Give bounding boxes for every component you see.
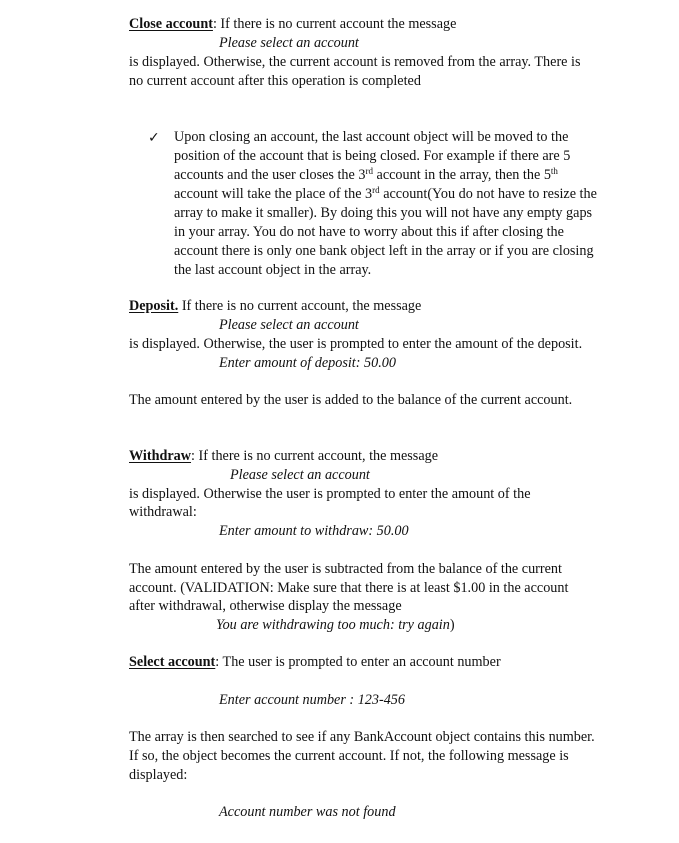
deposit-text-2: is displayed. Otherwise, the user is prompted to enter the amount of the deposit. xyxy=(129,336,583,352)
bullet-line-1: Upon closing an account, the last account object will be moved to the xyxy=(174,129,569,145)
close-account-heading: Close account xyxy=(129,16,213,32)
checkmark-icon: ✓ xyxy=(148,130,160,146)
close-account-text-3: no current account after this operation is completed xyxy=(129,73,421,89)
deposit-text: If there is no current account, the message xyxy=(178,298,422,314)
bullet-line-3-b: account in the array, then the 5 xyxy=(372,167,551,183)
withdraw-message: Please select an account xyxy=(230,467,370,483)
bullet-line-5: array to make it smaller). By doing this you will not have any empty gaps xyxy=(174,205,593,221)
select-account-text-2: The array is then searched to see if any BankAccount object contains this number. xyxy=(129,729,595,745)
close-account-text-2: is displayed. Otherwise, the current account is removed from the array. There is xyxy=(129,54,581,70)
withdraw-text: : If there is no current account, the message xyxy=(191,448,439,464)
bullet-line-4-b: account(You do not have to resize the xyxy=(379,186,597,202)
superscript-rd-2: rd xyxy=(372,185,380,195)
bullet-line-4 xyxy=(174,185,597,204)
bullet-line-2: position of the account that is being closed. For example if there are 5 xyxy=(174,148,571,164)
superscript-th: th xyxy=(550,166,558,176)
withdraw-text-3: withdrawal: xyxy=(129,504,197,520)
deposit-message: Please select an account xyxy=(219,317,359,333)
deposit-text-3: The amount entered by the user is added to the balance of the current account. xyxy=(129,392,573,408)
withdraw-warning-line xyxy=(216,616,455,635)
withdraw-text-2: is displayed. Otherwise the user is prompted to enter the amount of the xyxy=(129,486,531,502)
withdraw-text-5: account. (VALIDATION: Make sure that there is at least $1.00 in the account xyxy=(129,580,569,596)
withdraw-heading: Withdraw xyxy=(129,448,192,464)
bullet-line-6: in your array. You do not have to worry about this if after closing the xyxy=(174,224,564,240)
withdraw-line xyxy=(129,447,438,466)
deposit-line xyxy=(129,297,421,316)
bullet-line-3-a: accounts and the user closes the 3 xyxy=(174,167,366,183)
bullet-line-7: account there is only one bank object left in the array or if you are closing xyxy=(174,243,594,259)
account-not-found-message: Account number was not found xyxy=(219,804,396,820)
close-account-text: : If there is no current account the message xyxy=(212,16,457,32)
withdraw-text-4: The amount entered by the user is subtracted from the balance of the current xyxy=(129,561,562,577)
superscript-rd: rd xyxy=(365,166,373,176)
deposit-heading: Deposit. xyxy=(129,298,179,314)
select-account-prompt: Enter account number : 123-456 xyxy=(219,692,405,708)
bullet-line-3 xyxy=(174,166,558,185)
close-account-message: Please select an account xyxy=(219,35,359,51)
select-account-text: : The user is prompted to enter an account number xyxy=(215,654,501,670)
withdraw-prompt: Enter amount to withdraw: 50.00 xyxy=(219,523,409,539)
deposit-prompt: Enter amount of deposit: 50.00 xyxy=(219,355,396,371)
bullet-line-4-a: account will take the place of the 3 xyxy=(174,186,373,202)
select-account-text-3: If so, the object becomes the current account. If not, the following message is xyxy=(129,748,569,764)
withdraw-warning: You are withdrawing too much: try again xyxy=(216,617,450,633)
select-account-line xyxy=(129,653,501,672)
select-account-heading: Select account xyxy=(129,654,216,670)
withdraw-warning-paren: ) xyxy=(449,617,455,633)
withdraw-text-6: after withdrawal, otherwise display the message xyxy=(129,598,402,614)
bullet-line-8: the last account object in the array. xyxy=(174,262,372,278)
select-account-text-4: displayed: xyxy=(129,767,188,783)
close-account-line xyxy=(129,15,456,34)
